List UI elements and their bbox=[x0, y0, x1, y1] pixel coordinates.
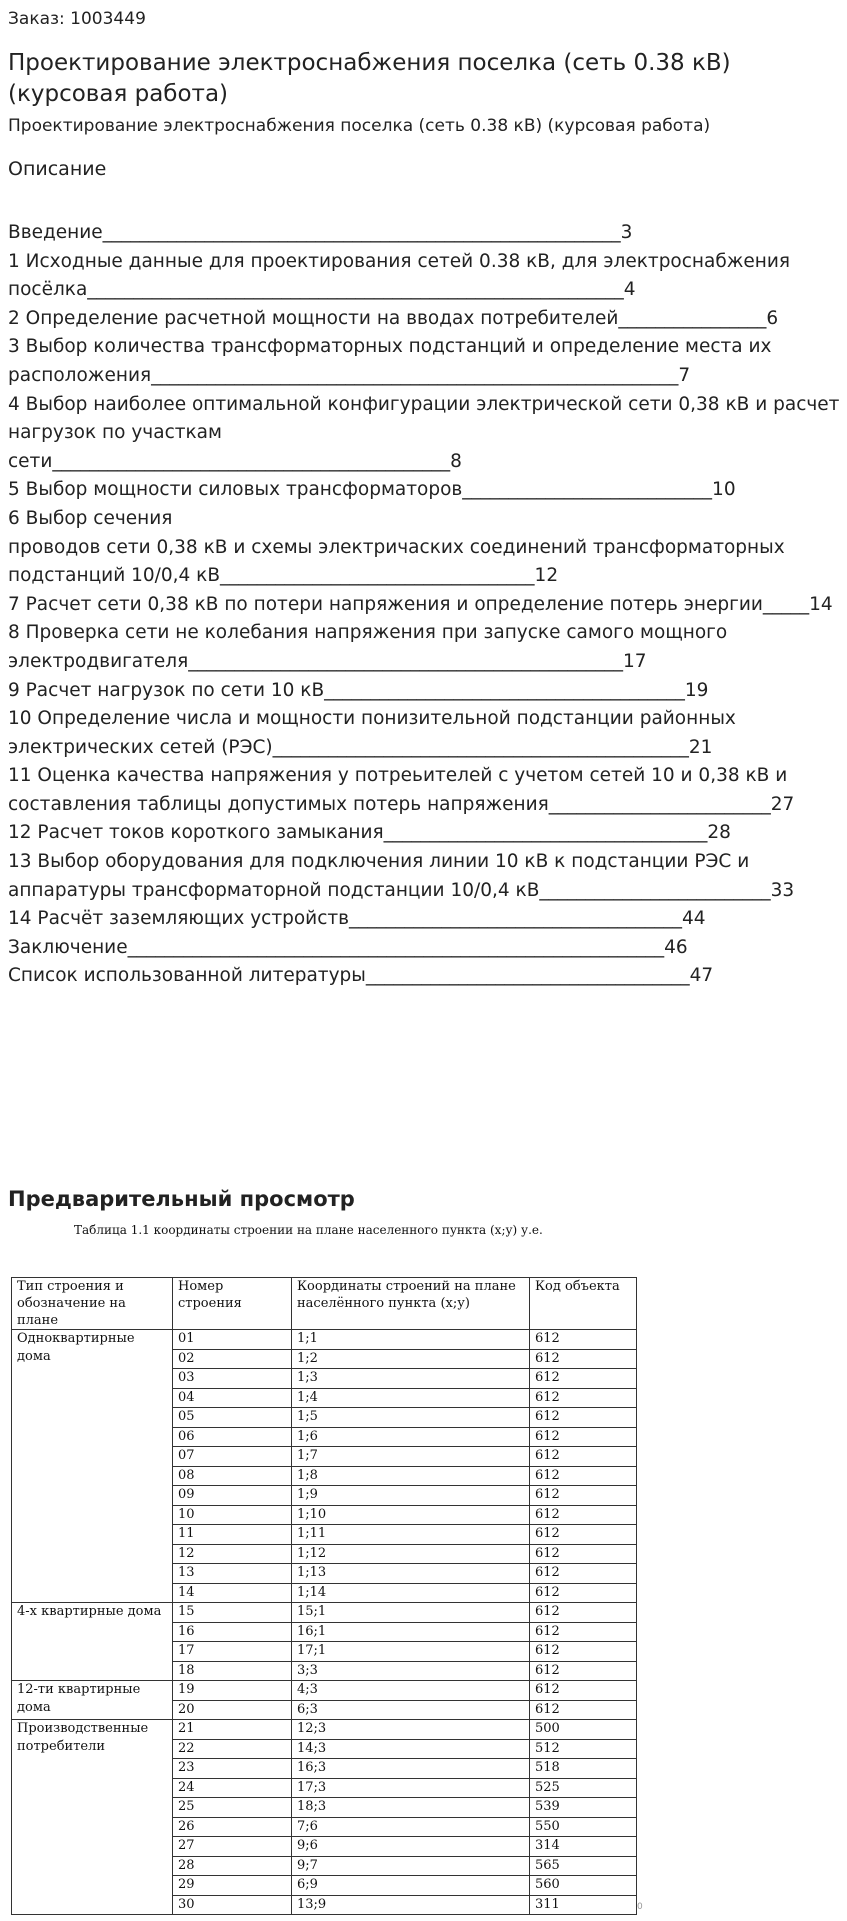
object-code-cell: 518 bbox=[530, 1759, 637, 1779]
object-code-cell: 612 bbox=[530, 1388, 637, 1408]
building-number-cell: 16 bbox=[173, 1622, 292, 1642]
building-number-cell: 23 bbox=[173, 1759, 292, 1779]
building-number-cell: 29 bbox=[173, 1876, 292, 1896]
coordinates-cell: 1;11 bbox=[292, 1525, 530, 1545]
building-number-cell: 11 bbox=[173, 1525, 292, 1545]
building-number-cell: 08 bbox=[173, 1466, 292, 1486]
object-code-cell: 500 bbox=[530, 1720, 637, 1740]
page-subtitle: Проектирование электроснабжения поселка (сеть 0.38 кВ) (курсовая работа) bbox=[8, 116, 711, 136]
object-code-cell: 612 bbox=[530, 1564, 637, 1584]
building-number-cell: 14 bbox=[173, 1583, 292, 1603]
coordinates-cell: 3;3 bbox=[292, 1661, 530, 1681]
object-code-cell: 612 bbox=[530, 1661, 637, 1681]
building-number-cell: 12 bbox=[173, 1544, 292, 1564]
building-number-cell: 22 bbox=[173, 1739, 292, 1759]
coordinates-cell: 7;6 bbox=[292, 1817, 530, 1837]
building-number-cell: 28 bbox=[173, 1856, 292, 1876]
coordinates-cell: 9;6 bbox=[292, 1837, 530, 1857]
building-number-cell: 27 bbox=[173, 1837, 292, 1857]
coordinates-cell: 1;3 bbox=[292, 1369, 530, 1389]
object-code-cell: 560 bbox=[530, 1876, 637, 1896]
coordinates-cell: 1;13 bbox=[292, 1564, 530, 1584]
object-code-cell: 612 bbox=[530, 1681, 637, 1701]
table-row bbox=[12, 1681, 637, 1701]
table-row bbox=[12, 1603, 637, 1623]
header-cell: Координаты строений на плане населённого пункта (х;у) bbox=[292, 1278, 530, 1330]
coordinates-cell: 12;3 bbox=[292, 1720, 530, 1740]
object-code-cell: 612 bbox=[530, 1622, 637, 1642]
object-code-cell: 612 bbox=[530, 1486, 637, 1506]
table-row bbox=[12, 1330, 637, 1350]
table-body bbox=[12, 1330, 637, 1915]
object-code-cell: 525 bbox=[530, 1778, 637, 1798]
coordinates-cell: 14;3 bbox=[292, 1739, 530, 1759]
building-number-cell: 30 bbox=[173, 1895, 292, 1915]
page-title: Проектирование электроснабжения поселка (сеть 0.38 кВ) (курсовая работа) bbox=[8, 50, 731, 107]
object-code-cell: 612 bbox=[530, 1603, 637, 1623]
object-code-cell: 612 bbox=[530, 1369, 637, 1389]
object-code-cell: 311 bbox=[530, 1895, 637, 1915]
object-code-cell: 612 bbox=[530, 1583, 637, 1603]
header-cell: Номер строения bbox=[173, 1278, 292, 1330]
building-number-cell: 02 bbox=[173, 1349, 292, 1369]
coordinates-cell: 18;3 bbox=[292, 1798, 530, 1818]
building-number-cell: 03 bbox=[173, 1369, 292, 1389]
coordinates-cell: 1;10 bbox=[292, 1505, 530, 1525]
object-code-cell: 612 bbox=[530, 1700, 637, 1720]
object-code-cell: 612 bbox=[530, 1525, 637, 1545]
coordinates-cell: 1;14 bbox=[292, 1583, 530, 1603]
table-of-contents: Введение________________________________________________________3 1 Исходные данные для проектирования сетей 0.38 кВ, для электроснабжения посёлка__________________________________________________________4 2 Определение расчетной мощности на вводах потребителей________________6 3 Выбор количества трансформаторных подстанций и определение места их расположения_________________________________________________________7 4 Выбор наиболее оптимальной конфигурации электрической сети 0,38 кВ и расчет нагрузок по участкам сети___________________________________________8 5 Выбор мощности силовых трансформаторов___________________________10 6 Выбор сечения проводов сети 0,38 кВ и схемы электричаских соединений трансформаторных подстанций 10/0,4 кВ__________________________________12 7 Расчет сети 0,38 кВ по потери напряжения и определение потерь энергии_____14 8 Проверка сети не колебания напряжения при запуске самого мощного электродвигателя_______________________________________________17 9 Расчет нагрузок по сети 10 кВ_______________________________________19 10 Определение числа и мощности понизительной подстанции районных электрических сетей (РЭС)_____________________________________________21 11 Оценка качества напряжения у потреьителей с учетом сетей 10 и 0,38 кВ и составления таблицы допустимых потерь напряжения________________________27 12 Расчет токов короткого замыкания___________________________________28 13 Выбор оборудования для подключения линии 10 кВ к подстанции РЭС и аппаратуры трансформаторной подстанции 10/0,4 кВ_________________________33 14 Расчёт заземляющих устройств____________________________________44 Заключение__________________________________________________________46 Список использованной литературы___________________________________47 bbox=[8, 222, 840, 987]
building-type-cell: Производственные потребители bbox=[12, 1720, 173, 1915]
object-code-cell: 612 bbox=[530, 1330, 637, 1350]
coordinates-cell: 6;9 bbox=[292, 1876, 530, 1896]
building-number-cell: 25 bbox=[173, 1798, 292, 1818]
building-number-cell: 21 bbox=[173, 1720, 292, 1740]
coordinates-cell: 16;1 bbox=[292, 1622, 530, 1642]
order-number: Заказ: 1003449 bbox=[8, 9, 146, 29]
coordinates-cell: 9;7 bbox=[292, 1856, 530, 1876]
building-number-cell: 09 bbox=[173, 1486, 292, 1506]
building-number-cell: 20 bbox=[173, 1700, 292, 1720]
coordinates-cell: 15;1 bbox=[292, 1603, 530, 1623]
building-number-cell: 10 bbox=[173, 1505, 292, 1525]
header-cell: Код объекта bbox=[530, 1278, 637, 1330]
building-number-cell: 24 bbox=[173, 1778, 292, 1798]
coordinates-table bbox=[11, 1277, 637, 1915]
building-number-cell: 19 bbox=[173, 1681, 292, 1701]
building-number-cell: 18 bbox=[173, 1661, 292, 1681]
table-caption: Таблица 1.1 координаты строении на плане населенного пункта (х;у) у.е. bbox=[74, 1223, 543, 1237]
preview-heading: Предварительный просмотр bbox=[8, 1187, 355, 1211]
page-marker: 0 bbox=[637, 1902, 643, 1912]
description-heading: Описание bbox=[8, 158, 107, 180]
object-code-cell: 512 bbox=[530, 1739, 637, 1759]
building-type-cell: 4-х квартирные дома bbox=[12, 1603, 173, 1681]
coordinates-cell: 1;7 bbox=[292, 1447, 530, 1467]
coordinates-cell: 17;1 bbox=[292, 1642, 530, 1662]
building-type-cell: 12-ти квартирные дома bbox=[12, 1681, 173, 1720]
building-type-cell: Одноквартирные дома bbox=[12, 1330, 173, 1603]
object-code-cell: 612 bbox=[530, 1544, 637, 1564]
object-code-cell: 550 bbox=[530, 1817, 637, 1837]
coordinates-cell: 13;9 bbox=[292, 1895, 530, 1915]
coordinates-cell: 1;9 bbox=[292, 1486, 530, 1506]
building-number-cell: 07 bbox=[173, 1447, 292, 1467]
object-code-cell: 612 bbox=[530, 1447, 637, 1467]
coordinates-cell: 1;2 bbox=[292, 1349, 530, 1369]
coordinates-cell: 1;1 bbox=[292, 1330, 530, 1350]
object-code-cell: 612 bbox=[530, 1349, 637, 1369]
object-code-cell: 565 bbox=[530, 1856, 637, 1876]
building-number-cell: 15 bbox=[173, 1603, 292, 1623]
coordinates-cell: 17;3 bbox=[292, 1778, 530, 1798]
table-header-row bbox=[12, 1278, 637, 1330]
object-code-cell: 314 bbox=[530, 1837, 637, 1857]
coordinates-cell: 1;12 bbox=[292, 1544, 530, 1564]
coordinates-cell: 6;3 bbox=[292, 1700, 530, 1720]
coordinates-cell: 1;4 bbox=[292, 1388, 530, 1408]
coordinates-cell: 16;3 bbox=[292, 1759, 530, 1779]
object-code-cell: 612 bbox=[530, 1642, 637, 1662]
coordinates-cell: 1;5 bbox=[292, 1408, 530, 1428]
coordinates-cell: 1;6 bbox=[292, 1427, 530, 1447]
object-code-cell: 612 bbox=[530, 1466, 637, 1486]
coordinates-cell: 4;3 bbox=[292, 1681, 530, 1701]
header-cell: Тип строения и обозначение на плане bbox=[12, 1278, 173, 1330]
object-code-cell: 612 bbox=[530, 1427, 637, 1447]
building-number-cell: 06 bbox=[173, 1427, 292, 1447]
object-code-cell: 539 bbox=[530, 1798, 637, 1818]
building-number-cell: 04 bbox=[173, 1388, 292, 1408]
coordinates-cell: 1;8 bbox=[292, 1466, 530, 1486]
object-code-cell: 612 bbox=[530, 1505, 637, 1525]
object-code-cell: 612 bbox=[530, 1408, 637, 1428]
building-number-cell: 05 bbox=[173, 1408, 292, 1428]
building-number-cell: 26 bbox=[173, 1817, 292, 1837]
building-number-cell: 01 bbox=[173, 1330, 292, 1350]
building-number-cell: 13 bbox=[173, 1564, 292, 1584]
table-row bbox=[12, 1720, 637, 1740]
building-number-cell: 17 bbox=[173, 1642, 292, 1662]
